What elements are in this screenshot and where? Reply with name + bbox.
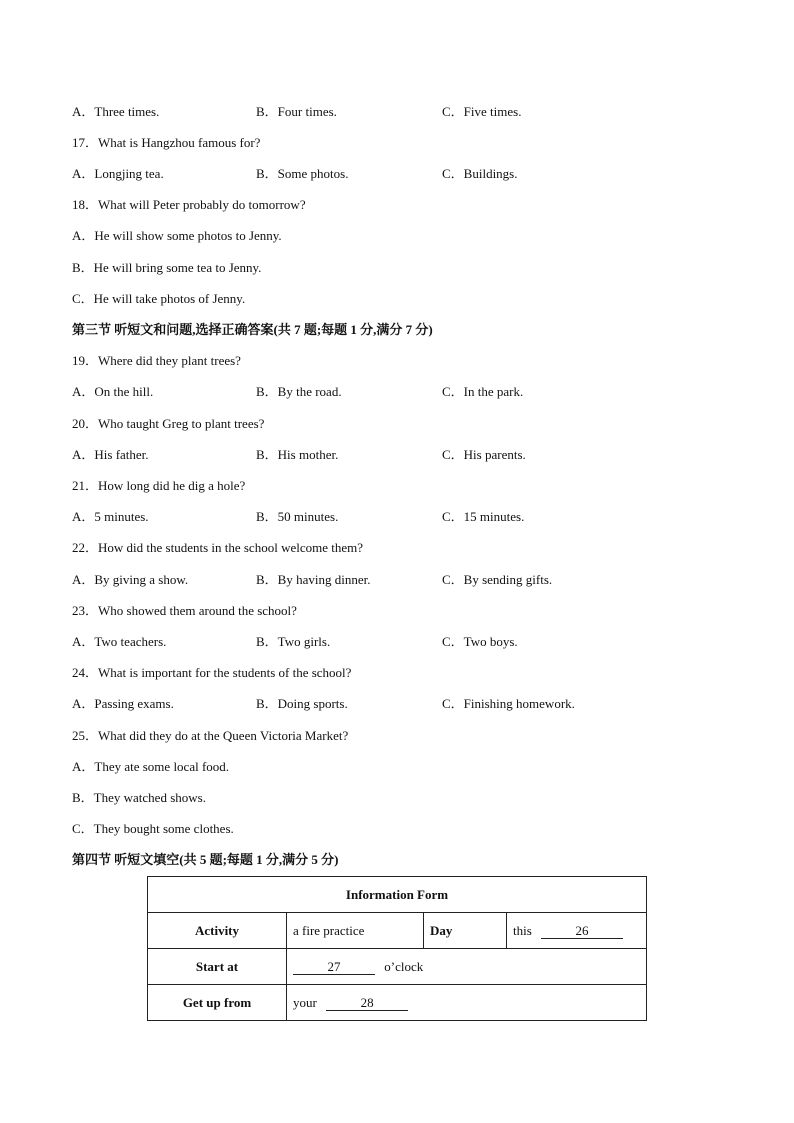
q24-question: 24．What is important for the students of the school? [72, 665, 352, 680]
q17-option-a: A．Longjing tea. [72, 166, 164, 181]
day-prefix: this [513, 922, 532, 938]
q19-option-c: C．In the park. [442, 384, 524, 399]
q25-option-b: B．They watched shows. [72, 790, 206, 805]
q17-question: 17．What is Hangzhou famous for? [72, 135, 261, 150]
q18-option-a: A．He will show some photos to Jenny. [72, 228, 282, 243]
start-at-label: Start at [148, 949, 287, 985]
q22-option-c: C．By sending gifts. [442, 572, 553, 587]
blank-26[interactable]: 26 [541, 924, 623, 939]
q24-option-a: A．Passing exams. [72, 696, 174, 711]
q20-option-c: C．His parents. [442, 447, 526, 462]
q19-option-b: B．By the road. [256, 384, 342, 399]
getup-prefix: your [293, 994, 317, 1010]
q20-option-b: B．His mother. [256, 447, 339, 462]
q25-question: 25．What did they do at the Queen Victoria Market? [72, 728, 349, 743]
q25-option-c: C．They bought some clothes. [72, 821, 234, 836]
q21-option-c: C．15 minutes. [442, 509, 525, 524]
q24-option-c: C．Finishing homework. [442, 696, 575, 711]
q19-option-a: A．On the hill. [72, 384, 154, 399]
activity-label: Activity [148, 913, 287, 949]
get-up-from-label: Get up from [148, 985, 287, 1021]
q24-option-b: B．Doing sports. [256, 696, 348, 711]
q16-option-c: C．Five times. [442, 104, 522, 119]
q23-option-c: C．Two boys. [442, 634, 518, 649]
q20-question: 20．Who taught Greg to plant trees? [72, 416, 265, 431]
q23-option-a: A．Two teachers. [72, 634, 167, 649]
start-suffix: o’clock [384, 958, 424, 974]
q16-option-b: B．Four times. [256, 104, 337, 119]
q21-option-b: B．50 minutes. [256, 509, 339, 524]
q23-option-b: B．Two girls. [256, 634, 331, 649]
activity-value: a fire practice [287, 913, 424, 949]
q17-option-b: B．Some photos. [256, 166, 349, 181]
q21-option-a: A．5 minutes. [72, 509, 149, 524]
q23-question: 23．Who showed them around the school? [72, 603, 297, 618]
q20-option-a: A．His father. [72, 447, 149, 462]
day-label: Day [424, 913, 507, 949]
q17-option-c: C．Buildings. [442, 166, 518, 181]
q18-question: 18．What will Peter probably do tomorrow? [72, 197, 306, 212]
start-at-cell [287, 949, 647, 985]
q16-option-a: A．Three times. [72, 104, 160, 119]
q22-question: 22．How did the students in the school welcome them? [72, 540, 364, 555]
q18-option-c: C．He will take photos of Jenny. [72, 291, 246, 306]
q18-option-b: B．He will bring some tea to Jenny. [72, 260, 262, 275]
blank-27[interactable]: 27 [293, 960, 375, 975]
q22-option-b: B．By having dinner. [256, 572, 371, 587]
section-3-heading: 第三节 听短文和问题,选择正确答案(共 7 题;每题 1 分,满分 7 分) [72, 322, 433, 337]
get-up-from-cell [287, 985, 647, 1021]
blank-28[interactable]: 28 [326, 996, 408, 1011]
form-title: Information Form [148, 877, 647, 913]
day-cell [507, 913, 647, 949]
q25-option-a: A．They ate some local food. [72, 759, 230, 774]
q22-option-a: A．By giving a show. [72, 572, 189, 587]
q19-question: 19．Where did they plant trees? [72, 353, 241, 368]
section-4-heading: 第四节 听短文填空(共 5 题;每题 1 分,满分 5 分) [72, 852, 339, 867]
information-form-table [147, 876, 647, 1021]
q21-question: 21．How long did he dig a hole? [72, 478, 246, 493]
